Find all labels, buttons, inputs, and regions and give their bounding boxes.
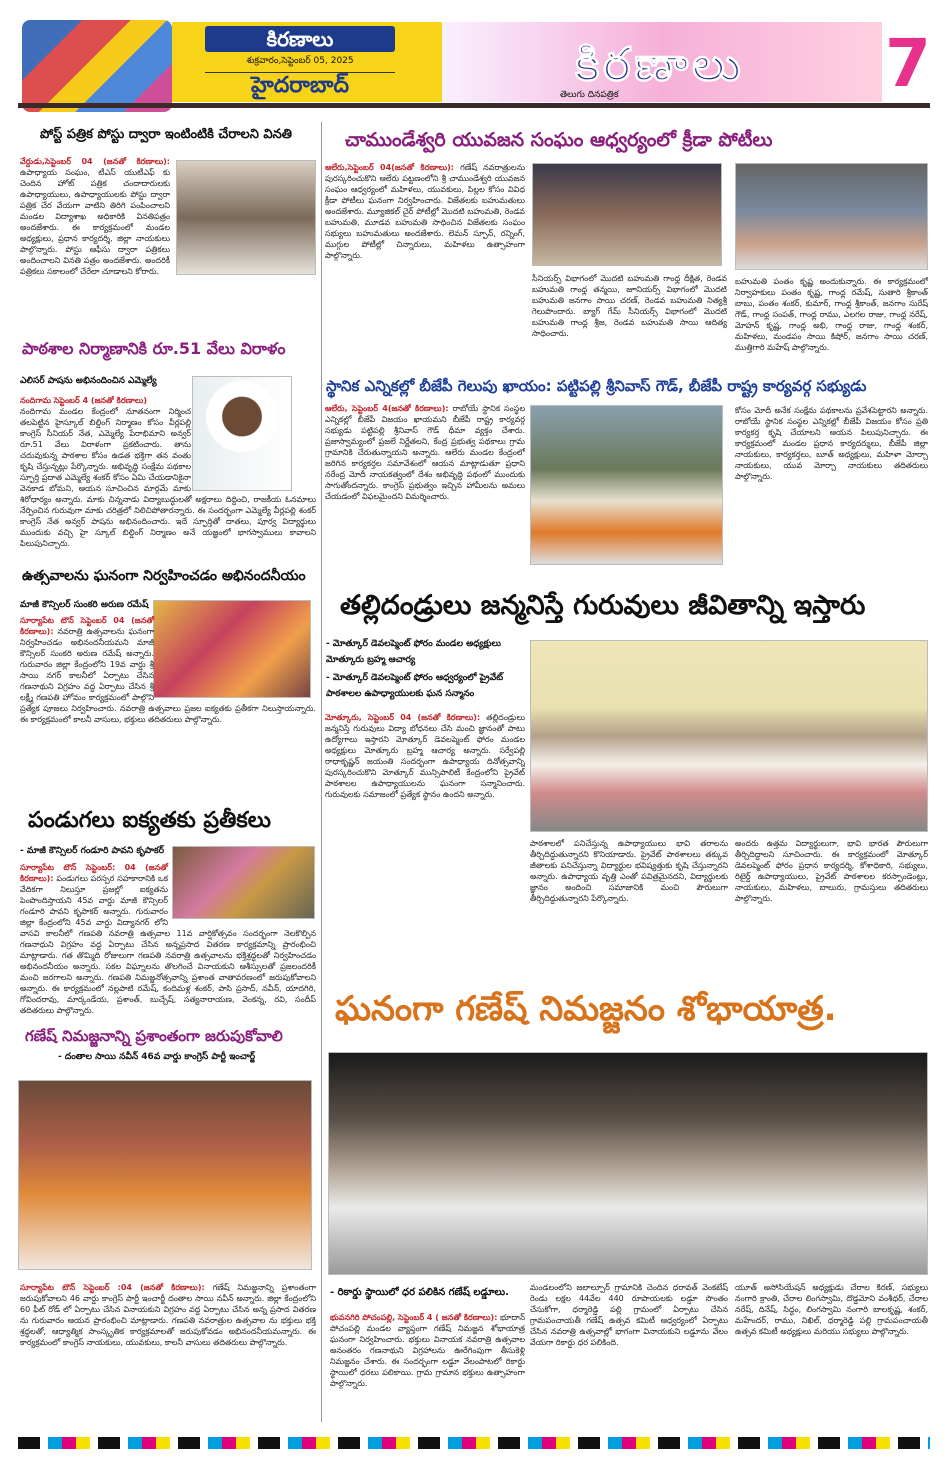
school-dateline: నందిగామ సెప్టెంబర్ 4 (జనతో కిరణాలు) xyxy=(20,396,147,405)
unity-subhead: - మాజీ కౌన్సిలర్ గండూరి పావని కృపాకర్ xyxy=(20,846,165,856)
procession-body-2: మండలంలోని జలాల్పూర్ గ్రామానికి చెందిన ధరావత్ వెంకటేష్ రెండు లక్షల 44వేల 440 రూపాయలకు లడ్డూ సొంతం చేసుకోగా, ధర్మారెడ్డి పల్లి గ్రామంలో ఏర్పాటు చేసిన గ్రామపంచాయతీ గణేష్ ఉత్సవ కమిటీ ఆధ్వర్యంలో ఏర్పాటు చేసిన నవరాత్రి ఉత్సవాల్లో భాగంగా వినాయకుని లడ్డూను వేలం వేయగా రికార్డు ధర పలికింది. xyxy=(530,1283,728,1347)
teachers-body-3: అందరు ఉత్తమ విద్యార్థులుగా, భావి భారత పౌరులుగా తీర్చిదిద్దాలని సూచించారు. ఈ కార్యక్రమంలో మోత్కూర్ డెవలప్మెంట్ ఫోరం ప్రధాన కార్యదర్శి, కోశాధికారి, సభ్యులు, రిటైర్డ్ ఉపాధ్యాయులు, ప్రైవేట్ పాఠశాలల కరస్పాండెంట్లు, నాయకులు, మహిళలు, బాలురు, గ్రామస్తులు తదితరులు పాల్గొన్నారు. xyxy=(735,839,928,903)
teachers-bullet-2: - మోత్కూర్ డెవలప్మెంట్ ఫోరం ఆధ్వర్యంలో ప్రైవేట్ పాఠశాలల ఉపాధ్యాయులకు ఘన సన్మానం xyxy=(326,673,504,699)
procession-headline: ఘనంగా గణేష్ నిమజ్జనం శోభాయాత్ర. xyxy=(335,989,837,1029)
procession-body-3: యూత్ అసోసియేషన్ అధ్యక్షుడు చేరాల కిరణ్, సభ్యులు నంగారి క్రాంతి, చేరాల లింగస్వామి, దొడ్డమోని వంశీధర్, చేరాల నరేష్, దినేష్, సిద్ధం, లింగస్వామి నంగారి బాలకృష్ణ, శంకర్, మహేందర్, రాము, నిఖిల్, ధర్మారెడ్డి పల్లి గ్రామపంచాయతీ ఉత్సవ కమిటీ అధ్యక్షులు మరియు సభ్యులు పాల్గొన్నారు. xyxy=(735,1283,928,1336)
bjp-body-1: రాబోయే స్థానిక సంస్థల ఎన్నికల్లో బీజేపీ విజయం ఖాయమని బీజేపీ రాష్ట్ర కార్యవర్గ సభ్యుడు పట్టిపల్లి శ్రీనివాస్ గౌడ్ ధీమా వ్యక్తం చేశారు. ప్రజాస్వామ్యంలో ప్రజలే నిర్ణేతలని, కేంద్ర ప్రభుత్వ పథకాలు గ్రామ గ్రామానికి చేరుతున్నాయని అన్నారు. ఆలేరు మండల కేంద్రంలో జరిగిన కార్యకర్తల సమావేశంలో ఆయన మాట్లాడుతూ ప్రధాని నరేంద్ర మోదీ నాయకత్వంలో దేశం అభివృద్ధి పథంలో ముందుకు సాగుతోందన్నారు. కాంగ్రెస్ ప్రభుత్వం ఇచ్చిన హామీలను అమలు చేయడంలో విఫలమైందని విమర్శించారు. xyxy=(325,404,525,501)
immersion-peace-photo xyxy=(18,1080,312,1270)
immersion-peace-headline: గణేష్ నిమజ్జనాన్ని ప్రశాంతంగా జరుపుకోవాలి xyxy=(25,1027,283,1045)
newspaper-logo: కిరణాలు xyxy=(575,37,745,91)
procession-subhead: - రికార్డు స్థాయిలో ధర పలికిన గణేష్ లడ్డూలు. xyxy=(330,1287,509,1298)
immersion-peace-body: గణేష్ నిమజ్జనాన్ని ప్రశాంతంగా జరుపుకోవాలని 46 వార్డు కాంగ్రెస్ పార్టీ ఇంచార్జీ దంతాల సాయి నవీన్ అన్నారు. జిల్లా కేంద్రంలోని 60 ఫీట్ రోడ్ లో ఏర్పాటు చేసిన వినాయకుని విగ్రహం వద్ద ఏర్పాటు చేసిన అన్న ప్రసాద వితరణ ను గురువారం ఆయన ప్రారంభించి మాట్లాడారు. గణపతి నవరాత్రుల ఉత్సవాల ను భక్తులు భక్తి శ్రద్ధలతో, ఆధ్యాత్మిక సాంస్కృతిక కార్యక్రమాలతో జరుపుకోవడం అభినందనీయమన్నారు. ఈ కార్యక్రమంలో కాంగ్రెస్ నాయకులు, యువకులు, కాలనీ వాసులు తదితరులు పాల్గొన్నారు. xyxy=(20,1283,316,1347)
school-headline: పాఠశాల నిర్మాణానికి రూ.51 వేలు విరాళం xyxy=(22,339,286,358)
bjp-headline: స్థానిక ఎన్నికల్లో బీజేపీ గెలుపు ఖాయం: పట్టిపల్లి శ్రీనివాస్ గౌడ్, బీజేపీ రాష్ట్ర కార్యవర్గ సభ్యుడు xyxy=(326,377,867,395)
sports-photo-1 xyxy=(532,163,722,266)
masthead-small-logo: కిరణాలు xyxy=(205,26,395,52)
post-body: ఉపాధ్యాయ సంఘం, టీఎస్ యుటీఎఫ్ కు చెందిన హోట్ పత్రిక చందాదారులకు ఉపాధ్యాయులు, ఉపాధ్యాయులకు పోస్టు ద్వారా పత్రిక చేర వేయగా వాటిని తిరిగి పంపించాలని మండల విద్యాశాఖ అధికారికి వినతిపత్రం అందజేశారు. ఈ కార్యక్రమంలో మండల అధ్యక్షులు, ప్రధాన కార్యదర్శి, జిల్లా నాయకులు పాల్గొన్నారు. పోస్టు ఆఫీసు ద్వారా పత్రికలు అందించాలని వినతి పత్రం అందజేశారు. అందరికీ పత్రికలు సకాలంలో చేరేలా చూడాలని కోరారు. xyxy=(20,168,170,276)
edition-city: హైదరాబాద్ xyxy=(205,72,395,103)
unity-headline: పండుగలు ఐక్యతకు ప్రతీకలు xyxy=(28,808,271,833)
teachers-dateline: మోత్కూరు, సెప్టెంబర్ 04 (జనతో కిరణాలు): xyxy=(325,713,481,722)
sports-headline: చాముండేశ్వరి యువజన సంఘం ఆధ్వర్యంలో క్రీడా పోటీలు xyxy=(345,129,773,151)
sports-body-3: బహుమతి పంతం కృష్ణ అందుకున్నారు. ఈ కార్యక్రమంలో నిర్వాహకులు పంతం కృష్ణ, గాంధ్ల రమేష్, సుతారి శ్రీకాంత్ బాబు, పంతం శంకర్, కుమార్, గాంధ్ల శ్రీకాంత్, జనగాం సురేష్ గౌడ్, గాంధ్ల సంపత్, గాంధ్ల రాము, ఎలగల రాజు, గాంధ్ల నరేష్, మోహన్ కృష్ణ, గాంధ్ల అభి, గాంధ్ల రాజు, గాంధ్ల శంకర్, మహిళలు, మండపం సాయి కిషోర్, జనగాం సాయి చరణ్, ముత్తిగారి మహేష్ పాల్గొన్నారు. xyxy=(735,277,928,352)
page-number: 7 xyxy=(885,25,931,102)
festival-dateline: సూర్యాపేట టౌన్ సెప్టెంబర్ 04 (జనతో కిరణాలు): xyxy=(20,616,154,636)
print-color-bar xyxy=(18,1437,930,1449)
school-body: నందిగామ మండల కేంద్రంలో నూతనంగా నిర్మించ తలపెట్టిన హైస్కూల్ బిల్డింగ్ నిర్మాణం కోసం వీర్లపల్లి కాంగ్రెస్ సీనియర్ నేత, ఎమ్మెల్యే పేరాభిమాని అన్వర్ రూ.51 వేలు విరాళంగా ప్రకటించారు. తాను చదువుకున్న పాఠశాల కోసం ఉడత భక్తిగా తన వంతు కృషి చేస్తున్నట్లు పేర్కొన్నారు. అభివృద్ధి సంక్షేమ పథకాల స్ఫూర్తి ప్రదాత ఎమ్మెల్యే శంకర్ కోసం ఏమి చేయడానికైనా వెనకాడ బోమని, ఆయన సూచించిన మార్గమే మాకు శిరోధార్యం అన్నారు. మాకు చిన్ననాడు విద్యాబుద్ధులతో అక్షరాలు దిద్దించి, రాజకీయ ఓనమాలు నేర్పించిన గురువుగా మాకు చరిత్రలో నిలిచిపోతారన్నారు. ఈ సందర్భంగా ఎమ్మెల్యే వీర్లపల్లి శంకర్ కాంగ్రెస్ నేత అన్వర్ పాషను అభినందించారు. ఇదే స్ఫూర్తితో దాతలు, పూర్వ విద్యార్థులు ముందుకు వచ్చి హై స్కూల్ బిల్డింగ్ నిర్మాణం అనే యజ్ఞంలో భాగస్వాములు కావాలని పిలుపునిచ్చారు. xyxy=(20,407,316,548)
bjp-photo xyxy=(530,405,723,565)
bjp-body-2: కోసం మోదీ అనేక సంక్షేమ పథకాలను ప్రవేశపెట్టారని అన్నారు. రాబోయే స్థానిక సంస్థల ఎన్నికల్లో బీజేపీ విజయం కోసం ప్రతి కార్యకర్త కృషి చేయాలని ఆయన పిలుపునిచ్చారు. ఈ కార్యక్రమంలో మండల ప్రధాన కార్యదర్శులు, బీజేపీ జిల్లా నాయకులు, కార్యకర్తలు, బూత్ అధ్యక్షులు, మహిళా మోర్చా నాయకులు, యువ మోర్చా నాయకులు తదితరులు పాల్గొన్నారు. xyxy=(735,406,928,481)
school-subhead: ఎలిసర్ పాషను అభినందించిన ఎమ్మెల్యే xyxy=(20,376,157,386)
tagline: తెలుగు దినపత్రిక xyxy=(560,90,619,100)
post-headline: పోస్ట్ పత్రిక పోస్టు ద్వారా ఇంటింటికి చేరాలని వినతి xyxy=(40,127,292,142)
sports-photo-2 xyxy=(735,163,928,270)
teachers-body-1: తల్లిదండ్రులు జన్మనిస్తే గురువులు విద్యా బోధనలు చేసి మంచి జ్ఞానంతో పాటు ఉద్యోగాలు ఇస్తారని మోత్కూర్ డెవలప్మెంట్ ఫోరం మండల అధ్యక్షులు మోత్కూరు బ్రహ్మ ఆచార్య అన్నారు. సర్వేపల్లి రాధాకృష్ణన్ జయంతి సందర్భంగా ఉపాధ్యాయ దినోత్సవాన్ని పురస్కరించుకొని మోత్కూర్ మున్సిపాలిటీ కేంద్రంలోని ప్రైవేట్ పాఠశాలల ఉపాధ్యాయులను ఘనంగా సన్మానించారు. గురువులకు సమాజంలో ప్రత్యేక స్థానం ఉందని అన్నారు. xyxy=(325,713,525,799)
procession-photo xyxy=(328,1052,928,1275)
immersion-peace-dateline: సూర్యాపేట టౌన్ సెప్టెంబర్ :04 (జనతో కిరణాలు): xyxy=(20,1283,205,1292)
post-photo xyxy=(176,160,316,275)
column-divider xyxy=(321,122,322,1422)
festival-headline: ఉత్సవాలను ఘనంగా నిర్వహించడం అభినందనీయం xyxy=(22,568,306,584)
sports-dateline: ఆలేరు,సెప్టెంబర్ 04(జనతో కిరణాలు): xyxy=(325,163,454,172)
post-dateline: వేర్దుడు,సెప్టెంబర్ 04 (జనతో కిరణాలు): xyxy=(20,157,170,166)
immersion-peace-subhead: - దంతాల సాయి నవీన్ 46వ వార్డు కాంగ్రెస్ పార్టీ ఇంచార్జ్ xyxy=(58,1052,256,1062)
sports-body-2: సీనియర్స్ విభాగంలో మొదటి బహుమతి గాంధ్ల దీక్షిత, రెండవ బహుమతి గాంధ్ల తన్మయి, జూనియర్స్ విభాగంలో మొదటి బహుమతి జనగాం సాయి చరణ్, రెండవ బహుమతి నిత్యశ్రీ గెలుపొందారు. బ్యాగ్ గేమ్ సీనియర్స్ విభాగంలో మొదటి బహుమతి గాంధ్ల శ్రీజ, రెండవ బహుమతి సాయి ఆదిత్య సాధించారు. xyxy=(532,274,727,338)
edition-date: శుక్రవారం,సెప్టెంబర్ 05, 2025 xyxy=(246,56,354,66)
masthead-rule xyxy=(18,103,930,108)
teachers-bullet-1: - మోత్కూర్ డెవలప్మెంట్ ఫోరం మండల అధ్యక్షులు మోత్కూరు బ్రహ్మ ఆచార్య xyxy=(326,639,502,665)
festival-subhead: మాజీ కౌన్సిలర్ సుంకరి అరుణ రమేష్ xyxy=(20,600,149,610)
bjp-dateline: ఆలేరు, సెప్టెంబర్ 4(జనతో కిరణాలు): xyxy=(325,404,449,413)
social-media-cubes-graphic xyxy=(22,20,172,112)
teachers-photo xyxy=(530,640,928,832)
procession-dateline: భువనగిరి పోచంపల్లి, సెప్టెంబర్ 4 ( జనతో కిరణాలు): xyxy=(330,1313,498,1322)
teachers-body-2: పాఠశాలలో పనిచేస్తున్న ఉపాధ్యాయులు భావి తరాలను తీర్చిదిద్దుతున్నారని కొనియాడారు. ప్రైవేట్ పాఠశాలలు తక్కువ జీతాలకు పనిచేస్తున్నా విద్యార్థుల భవిష్యత్తుకు కృషి చేస్తున్నారని అన్నారు. ఉపాధ్యాయ వృత్తి ఎంతో పవిత్రమైనదని, విద్యార్థులకు జ్ఞానం అందించి సమాజానికి మంచి పౌరులుగా తీర్చిదిద్దుతున్నారని పేర్కొన్నారు. xyxy=(530,839,728,903)
unity-dateline: సూర్యాపేట టౌన్ సెప్టెంబర్: 04 (జనతో కిరణాలు): xyxy=(20,863,168,883)
teachers-headline: తల్లిదండ్రులు జన్మనిస్తే గురువులు జీవితాన్ని ఇస్తారు xyxy=(340,590,866,621)
sports-body-1: గణేష్ నవరాత్రులను పురస్కరించుకొని ఆలేరు పట్టణంలోని శ్రీ చాముండేశ్వరి యువజన సంఘం ఆధ్వర్యంలో మహిళలు, యువకులు, పిల్లల కోసం వివిధ క్రీడా పోటీలు ఘనంగా నిర్వహించారు. విజేతలకు బహుమతులు అందజేశారు. మ్యూజికల్ చైర్ పోటీల్లో మొదటి బహుమతి, రెండవ బహుమతి, మూడవ బహుమతి సాధించిన విజేతలకు సంఘం సభ్యులు బహుమతులు అందజేశారు. లెమన్ స్పూన్, రన్నింగ్, ముగ్గుల పోటీల్లో చిన్నారులు, మహిళలు ఉత్సాహంగా పాల్గొన్నారు. xyxy=(325,163,525,260)
procession-body-1: భూదాన్ పోచంపల్లి మండల వ్యాప్తంగా గణేష్ నిమజ్జన శోభాయాత్ర ఘనంగా నిర్వహించారు. భక్తులు వినాయక నవరాత్రి ఉత్సవాల అనంతరం గణనాథుని విగ్రహాలను ఊరేగింపుగా తీసుకెళ్లి నిమజ్జనం చేశారు. ఈ సందర్భంగా లడ్డూ వేలంపాటలో రికార్డు స్థాయిలో ధరలు పలికాయి. గ్రామ గ్రామాన భక్తులు ఉత్సాహంగా పాల్గొన్నారు. xyxy=(330,1313,525,1388)
festival-body: నవరాత్రి ఉత్సవాలను ఘనంగా నిర్వహించడం అభినందనీయమని మాజీ కౌన్సిలర్ సుంకరి అరుణ రమేష్ అన్నారు. గురువారం జిల్లా కేంద్రంలోని 19వ వార్డు శ్రీ సాయి నగర్ కాలనీలో ఏర్పాటు చేసిన గణనాథుని విగ్రహం వద్ద ఏర్పాటు చేసిన శ్రీ లక్ష్మీ గణపతి హోమం కార్యక్రమంలో పాల్గొని ప్రత్యేక పూజలు నిర్వహించారు. నవరాత్రి ఉత్సవాలు ప్రజల ఐక్యతకు ప్రతీకగా నిలుస్తాయన్నారు. ఈ కార్యక్రమంలో కాలనీ వాసులు, భక్తులు తదితరులు పాల్గొన్నారు. xyxy=(20,627,316,724)
unity-body: పండుగలు పరస్పర సహకారానికి ఒక వేదికగా నిలుస్తూ ప్రజల్లో ఐక్యతను పెంపొందిస్తాయని 45వ వార్డు మాజీ కౌన్సిలర్ గండూరి పావని కృపాకర్ అన్నారు. గురువారం జిల్లా కేంద్రంలోని 45వ వార్డు విద్యానగర్ లోని వాసవి కాలనీలో గణపతి నవరాత్రి ఉత్సవాల 11వ వార్షికోత్సవం సందర్భంగా నెలకొల్పిన గణనాధుని విగ్రహం వద్ద ఏర్పాటు చేసిన అన్నప్రసాద వితరణ కార్యక్రమాన్ని ప్రారంభించి మాట్లాడారు. గత తొమ్మిది రోజులుగా గణపతి నవరాత్రి ఉత్సవాలను భక్తిశ్రద్ధలతో నిర్వహించడం అభినందనీయం అన్నారు. సకల విఘ్నాలను తొలగించే వినాయకుని ఆశీస్సులతో ప్రజలందరికీ మంచి జరగాలని అన్నారు. గణపతి నిమజ్జనోత్సవాన్ని ప్రశాంత వాతావరణంలో జరుపుకోవాలని అన్నారు. ఈ కార్యక్రమంలో నల్లపాటి రమేష్, కందిమళ్ల శంకర్, పాసి ప్రసాద్, నవీన్, యాదగిరి, గోవిందరావు, మార్కండేయ, ప్రశాంత్, బుచ్చేష్, సత్యనారాయణ, వెంకన్న, రవి, సందీప్ తదితరులు పాల్గొన్నారు. xyxy=(20,874,316,1015)
